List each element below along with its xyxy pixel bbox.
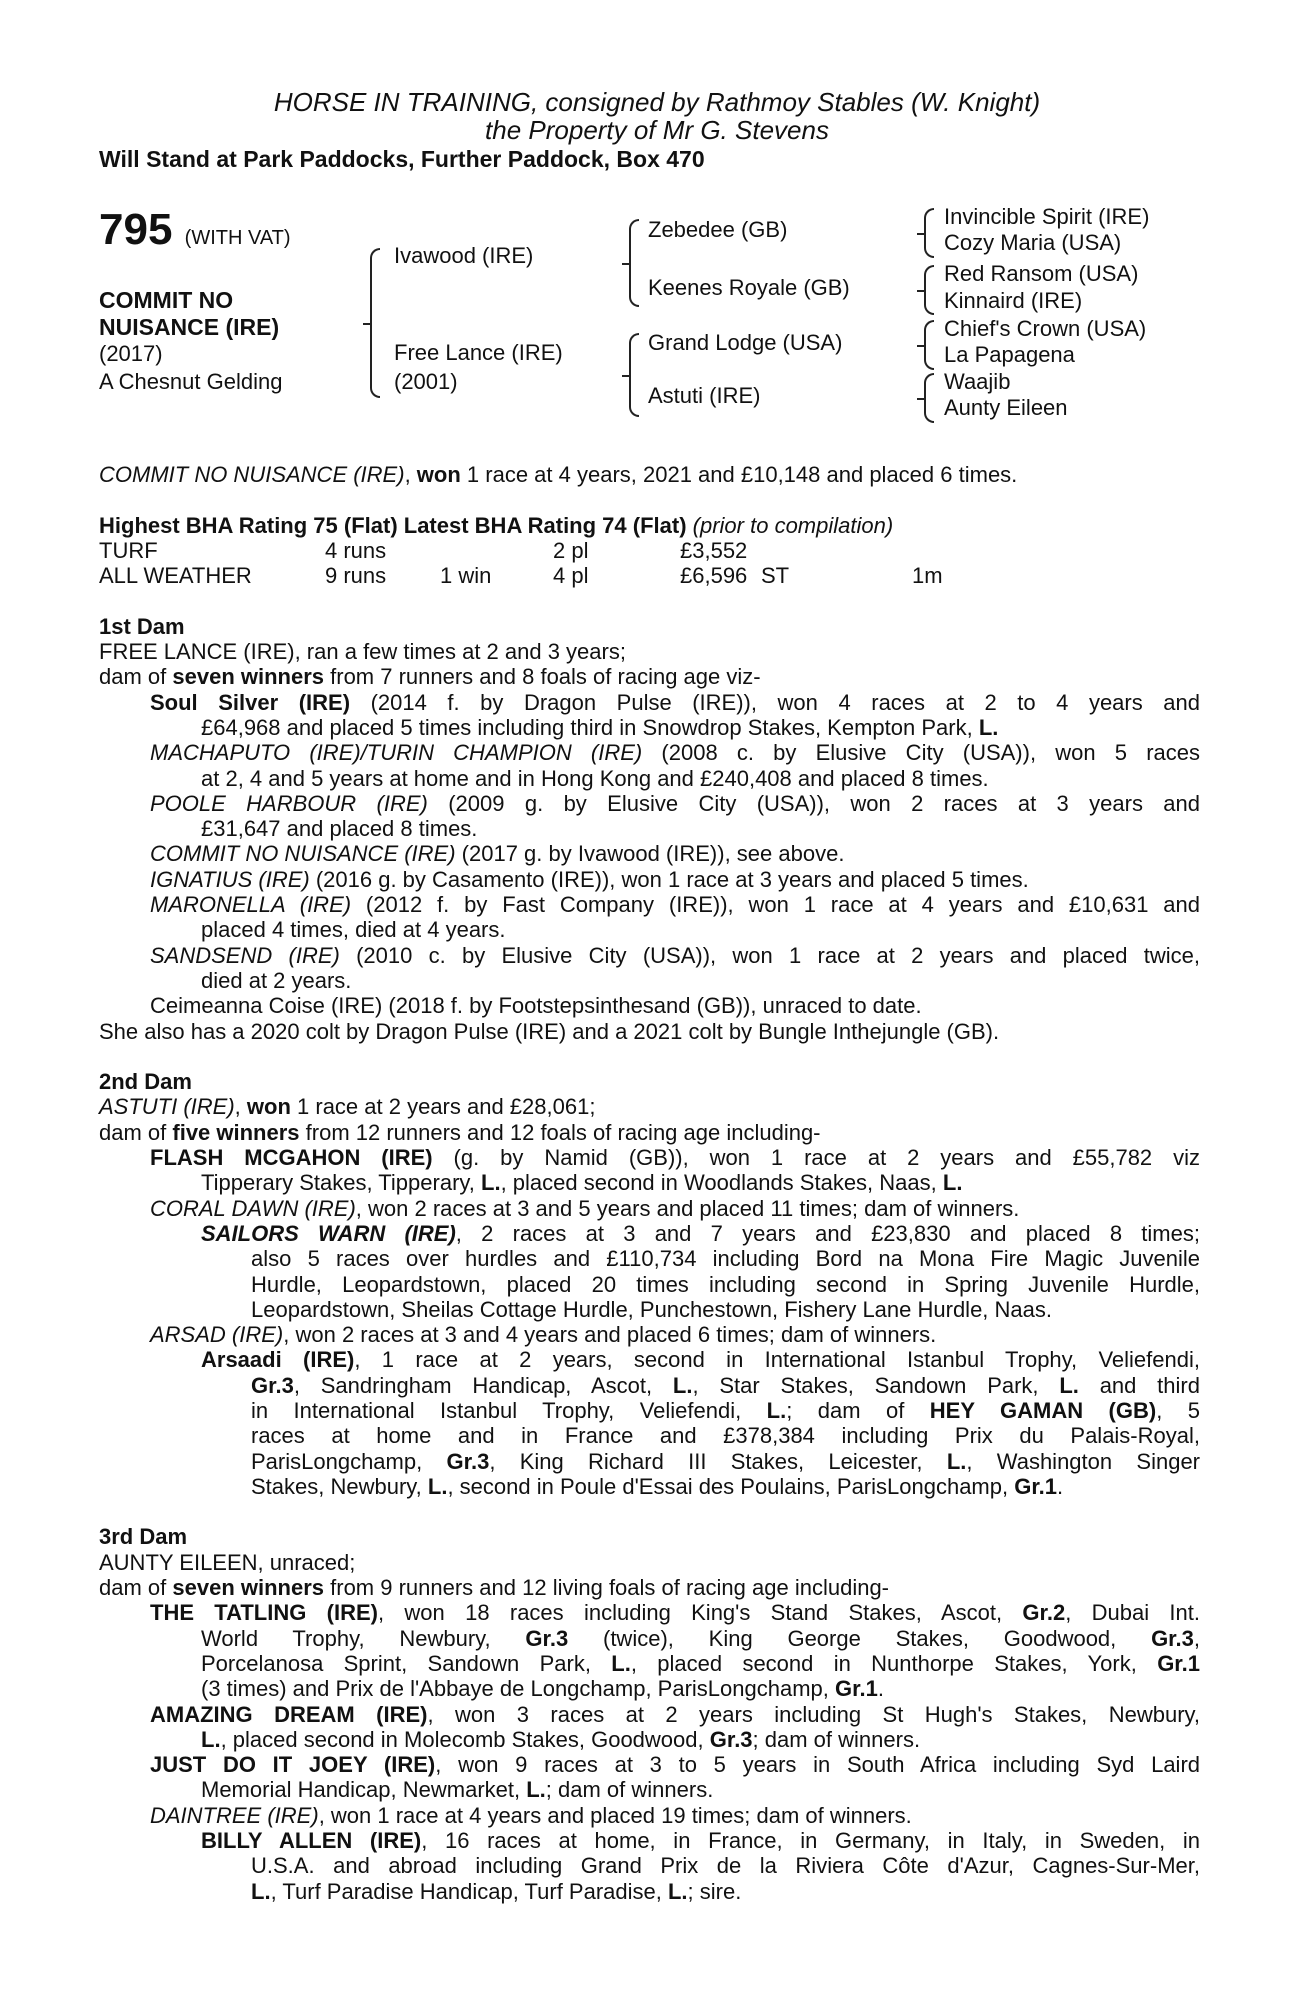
emphasis-run: L. xyxy=(942,1170,963,1196)
vat-note: (WITH VAT) xyxy=(184,227,291,249)
record-placed: 2 pl xyxy=(553,537,589,563)
emphasis-run: Arsaadi (IRE) xyxy=(201,1347,355,1373)
progeny-entry xyxy=(99,1094,1200,1119)
text-run: Porcelanosa Sprint, Sandown Park, xyxy=(201,1650,612,1676)
text-run: (2010 c. by Elusive City (USA)), won 1 race at 2 years and placed twice, xyxy=(339,942,1200,968)
emphasis-run: DAINTREE (IRE) xyxy=(150,1802,319,1828)
lot-number-value: 795 xyxy=(99,205,173,254)
text-run: World Trophy, Newbury, xyxy=(201,1625,526,1651)
emphasis-run: L. xyxy=(672,1372,693,1398)
text-run: , King Richard III Stakes, Leicester, xyxy=(489,1448,947,1474)
text-run: Tipperary Stakes, Tipperary, xyxy=(201,1170,481,1196)
text-run: FREE LANCE (IRE), ran a few times at 2 and 3 years; xyxy=(99,639,626,665)
pedigree-brace xyxy=(924,208,934,258)
record-surface: TURF xyxy=(99,537,158,563)
text-run: She also has a 2020 colt by Dragon Pulse (IRE) and a 2021 colt by Bungle Inthejungle (GB). xyxy=(99,1018,1000,1044)
race-summary xyxy=(99,462,1200,487)
horse-name-line2: NUISANCE (IRE) xyxy=(99,314,280,340)
progeny-entry xyxy=(99,1828,1200,1904)
emphasis-run: SAILORS WARN (IRE) xyxy=(201,1220,456,1246)
bha-ratings xyxy=(99,513,1200,538)
racing-record-row xyxy=(99,563,1200,588)
emphasis-run: THE TATLING (IRE) xyxy=(150,1600,378,1626)
pedigree-brace xyxy=(629,333,639,417)
text-run: (2008 c. by Elusive City (USA)), won 5 races xyxy=(642,740,1200,766)
progeny-entry xyxy=(99,1803,1200,1828)
emphasis-run: CORAL DAWN (IRE) xyxy=(150,1195,356,1221)
horse-name-line1: COMMIT NO xyxy=(99,287,234,313)
text-run: U.S.A. and abroad including Grand Prix de la Riviera Côte d'Azur, Cagnes-Sur-Mer, xyxy=(251,1853,1200,1879)
emphasis-run: L. xyxy=(611,1650,631,1676)
emphasis-run: BILLY ALLEN (IRE) xyxy=(201,1828,422,1854)
catalogue-body xyxy=(99,462,1200,1904)
emphasis-run: L. xyxy=(526,1777,546,1803)
record-wins: 1 win xyxy=(440,563,492,589)
text-run: (2012 f. by Fast Company (IRE)), won 1 race at 4 years and £10,631 and xyxy=(351,892,1200,918)
text-run: £31,647 and placed 8 times. xyxy=(201,816,478,842)
progeny-entry xyxy=(99,1550,1200,1575)
emphasis-run: seven winners xyxy=(172,664,325,690)
text-run: dam of xyxy=(99,1119,173,1145)
text-run: , Dubai Int. xyxy=(1065,1600,1200,1626)
text-run: , won 2 races at 3 and 5 years and placed 11 times; dam of winners. xyxy=(355,1195,1020,1221)
sire: Ivawood (IRE) xyxy=(394,243,534,268)
emphasis-run: Gr.1 xyxy=(1014,1473,1058,1499)
emphasis-run: Gr.1 xyxy=(835,1676,878,1702)
text-run: from 7 runners and 8 foals of racing age viz- xyxy=(324,664,761,690)
text-run: (2009 g. by Elusive City (USA)), won 2 races at 3 years and xyxy=(427,790,1200,816)
progeny-entry xyxy=(99,664,1200,689)
emphasis-run: MACHAPUTO (IRE)/TURIN CHAMPION (IRE) xyxy=(150,740,643,766)
text-run: dam of xyxy=(99,664,173,690)
text-run: , 2 races at 3 and 7 years and £23,830 and placed 8 times; xyxy=(455,1220,1200,1246)
dam-year: (2001) xyxy=(394,369,458,394)
text-run: (twice), King George Stakes, Goodwood, xyxy=(568,1625,1152,1651)
text-run: 1 race at 4 years, 2021 and £10,148 and placed 6 times. xyxy=(460,462,1018,487)
emphasis-run: HEY GAMAN (GB) xyxy=(929,1397,1157,1423)
great-grandparent: Cozy Maria (USA) xyxy=(944,230,1122,255)
text-run: dam of xyxy=(99,1575,173,1601)
emphasis-run: SANDSEND (IRE) xyxy=(150,942,340,968)
progeny-entry xyxy=(99,1575,1200,1600)
record-runs: 4 runs xyxy=(325,537,387,563)
great-grandparent: Waajib xyxy=(944,369,1011,394)
text-run: from 12 runners and 12 foals of racing age including- xyxy=(299,1119,821,1145)
consignment-title: HORSE IN TRAINING, consigned by Rathmoy Stables (W. Knight) xyxy=(273,87,1041,117)
emphasis-run: five winners xyxy=(172,1119,300,1145)
great-grandparent: Chief's Crown (USA) xyxy=(944,316,1147,341)
text-run: , second in Poule d'Essai des Poulains, ParisLongchamp, xyxy=(447,1473,1015,1499)
emphasis-run: Gr.3 xyxy=(525,1625,569,1651)
progeny-entry xyxy=(99,867,1200,892)
emphasis-run: Gr.3 xyxy=(446,1448,490,1474)
emphasis-run: Gr.3 xyxy=(1151,1625,1194,1651)
text-run: , won 9 races at 3 to 5 years in South Africa including Syd Laird xyxy=(435,1752,1200,1778)
emphasis-run: L. xyxy=(481,1170,501,1196)
bha-rating-text: Highest BHA Rating 75 (Flat) Latest BHA Rating 74 (Flat) xyxy=(99,512,687,538)
emphasis-run: L. xyxy=(201,1726,221,1752)
dam-heading: 1st Dam xyxy=(99,613,185,639)
great-grandparent: Kinnaird (IRE) xyxy=(944,288,1083,313)
emphasis-run: FLASH MCGAHON (IRE) xyxy=(150,1145,433,1171)
pedigree-brace xyxy=(924,373,934,423)
text-run: ; dam of winners. xyxy=(752,1726,921,1752)
emphasis-run: won xyxy=(246,1094,291,1120)
record-surface: ALL WEATHER xyxy=(99,563,252,589)
great-grandparent: Aunty Eileen xyxy=(944,395,1068,420)
emphasis-run: Gr.1 xyxy=(1157,1650,1200,1676)
text-run: Memorial Handicap, Newmarket, xyxy=(201,1777,527,1803)
rating-note: (prior to compilation) xyxy=(692,512,894,538)
emphasis-run: L. xyxy=(766,1397,787,1423)
emphasis-run: L. xyxy=(427,1473,448,1499)
emphasis-run: Gr.3 xyxy=(709,1726,753,1752)
text-run: . xyxy=(877,1676,884,1702)
text-run: placed 4 times, died at 4 years. xyxy=(201,917,506,943)
text-run: AUNTY EILEEN, unraced; xyxy=(99,1549,356,1575)
dam-heading: 2nd Dam xyxy=(99,1069,192,1095)
great-grandparent: Red Ransom (USA) xyxy=(944,261,1139,286)
emphasis-run: Gr.3 xyxy=(251,1372,294,1398)
progeny-entry xyxy=(99,740,1200,791)
text-run: Hurdle, Leopardstown, placed 20 times including second in Spring Juvenile Hurdle, xyxy=(251,1271,1200,1297)
text-run: , won 2 races at 3 and 4 years and placed 6 times; dam of winners. xyxy=(283,1322,937,1348)
emphasis-run: won xyxy=(416,462,461,487)
emphasis-run: AMAZING DREAM (IRE) xyxy=(150,1701,428,1727)
emphasis-run: L. xyxy=(946,1448,967,1474)
progeny-entry xyxy=(99,1752,1200,1803)
stand-location: Will Stand at Park Paddocks, Further Paddock, Box 470 xyxy=(99,146,705,172)
progeny-entry xyxy=(99,1600,1200,1701)
emphasis-run: POOLE HARBOUR (IRE) xyxy=(150,790,428,816)
record-prize: £6,596 xyxy=(680,563,748,589)
text-run: ParisLongchamp, xyxy=(251,1448,447,1474)
text-run: , placed second in Nunthorpe Stakes, York, xyxy=(630,1650,1158,1676)
emphasis-run: L. xyxy=(1059,1372,1079,1398)
pedigree-brace xyxy=(370,248,380,398)
horse-description: A Chesnut Gelding xyxy=(99,369,283,394)
text-run: 1 race at 2 years and £28,061; xyxy=(290,1094,596,1120)
great-grandparent: Invincible Spirit (IRE) xyxy=(944,204,1150,229)
emphasis-run: Gr.2 xyxy=(1022,1600,1066,1626)
progeny-entry xyxy=(99,1322,1200,1347)
granddam-maternal: Astuti (IRE) xyxy=(648,383,761,408)
progeny-entry xyxy=(99,993,1200,1018)
progeny-entry xyxy=(99,1019,1200,1044)
text-run: races at home and in France and £378,384 including Prix du Palais-Royal, xyxy=(251,1423,1200,1449)
foaling-year: (2017) xyxy=(99,341,163,366)
progeny-entry xyxy=(99,1145,1200,1196)
text-run: , 5 xyxy=(1156,1397,1200,1423)
grandsire-paternal: Zebedee (GB) xyxy=(648,217,788,242)
record-prize: £3,552 xyxy=(680,537,748,563)
text-run: Ceimeanna Coise (IRE) (2018 f. by Footstepsinthesand (GB)), unraced to date. xyxy=(150,993,922,1019)
text-run: (g. by Namid (GB)), won 1 race at 2 years and £55,782 viz xyxy=(432,1145,1200,1171)
emphasis-run: L. xyxy=(667,1878,688,1904)
text-run: from 9 runners and 12 living foals of racing age including- xyxy=(324,1575,890,1601)
text-run: died at 2 years. xyxy=(201,967,352,993)
text-run: (3 times) and Prix de l'Abbaye de Longchamp, ParisLongchamp, xyxy=(201,1676,835,1702)
progeny-entry xyxy=(99,841,1200,866)
text-run: (2014 f. by Dragon Pulse (IRE)), won 4 races at 2 to 4 years and xyxy=(350,689,1200,715)
great-grandparent: La Papagena xyxy=(944,342,1075,367)
progeny-entry xyxy=(99,892,1200,943)
text-run: , won 18 races including King's Stand Stakes, Ascot, xyxy=(378,1600,1023,1626)
text-run: , won 3 races at 2 years including St Hugh's Stakes, Newbury, xyxy=(427,1701,1200,1727)
progeny-entry xyxy=(99,791,1200,842)
emphasis-run: ARSAD (IRE) xyxy=(150,1322,284,1348)
text-run: , Turf Paradise Handicap, Turf Paradise, xyxy=(270,1878,668,1904)
emphasis-run: COMMIT NO NUISANCE (IRE) xyxy=(99,462,405,487)
record-distance: 1m xyxy=(912,563,943,589)
text-run: . xyxy=(1057,1473,1064,1499)
emphasis-run: JUST DO IT JOEY (IRE) xyxy=(150,1752,436,1778)
record-placed: 4 pl xyxy=(553,563,589,589)
property-owner: the Property of Mr G. Stevens xyxy=(485,115,829,145)
text-run: (2016 g. by Casamento (IRE)), won 1 race at 3 years and placed 5 times. xyxy=(309,866,1029,892)
text-run: also 5 races over hurdles and £110,734 including Bord na Mona Fire Magic Juvenile xyxy=(251,1246,1200,1272)
text-run: and third xyxy=(1078,1372,1200,1398)
emphasis-run: L. xyxy=(251,1878,271,1904)
text-run: £64,968 and placed 5 times including third in Snowdrop Stakes, Kempton Park, xyxy=(201,714,979,740)
pedigree-brace xyxy=(924,265,934,315)
racing-record-row xyxy=(99,538,1200,563)
pedigree-brace xyxy=(924,320,934,370)
text-run: Stakes, Newbury, xyxy=(251,1473,428,1499)
emphasis-run: L. xyxy=(978,714,999,740)
text-run: , 16 races at home, in France, in Germany, in Italy, in Sweden, in xyxy=(421,1828,1200,1854)
text-run: , placed second in Molecomb Stakes, Goodwood, xyxy=(220,1726,710,1752)
text-run: , xyxy=(404,462,417,487)
grandsire-maternal: Grand Lodge (USA) xyxy=(648,330,843,355)
granddam-paternal: Keenes Royale (GB) xyxy=(648,275,850,300)
progeny-entry xyxy=(99,1347,1200,1499)
progeny-entry xyxy=(99,1196,1200,1221)
pedigree-brace xyxy=(629,219,639,307)
record-runs: 9 runs xyxy=(325,563,387,589)
record-going: ST xyxy=(761,563,790,589)
emphasis-run: COMMIT NO NUISANCE (IRE) xyxy=(150,841,456,867)
progeny-entry xyxy=(99,1120,1200,1145)
progeny-entry xyxy=(99,1221,1200,1322)
text-run: ; dam of winners. xyxy=(545,1777,714,1803)
progeny-entry xyxy=(99,943,1200,994)
text-run: , won 1 race at 4 years and placed 19 times; dam of winners. xyxy=(318,1802,912,1828)
text-run: , placed second in Woodlands Stakes, Naas, xyxy=(500,1170,943,1196)
text-run: , xyxy=(1193,1625,1200,1651)
dam-heading: 3rd Dam xyxy=(99,1524,188,1550)
text-run: Leopardstown, Sheilas Cottage Hurdle, Punchestown, Fishery Lane Hurdle, Naas. xyxy=(251,1296,1053,1322)
progeny-entry xyxy=(99,690,1200,741)
text-run: ; dam of xyxy=(786,1397,930,1423)
text-run: in International Istanbul Trophy, Veliefendi, xyxy=(251,1397,767,1423)
text-run: at 2, 4 and 5 years at home and in Hong Kong and £240,408 and placed 8 times. xyxy=(201,765,989,791)
emphasis-run: Soul Silver (IRE) xyxy=(150,689,351,715)
text-run: , Sandringham Handicap, Ascot, xyxy=(293,1372,673,1398)
text-run: ; sire. xyxy=(687,1878,742,1904)
text-run: , 1 race at 2 years, second in International Istanbul Trophy, Veliefendi, xyxy=(354,1347,1200,1373)
text-run: , xyxy=(234,1094,247,1120)
text-run: , Washington Singer xyxy=(966,1448,1200,1474)
text-run: (2017 g. by Ivawood (IRE)), see above. xyxy=(455,841,845,867)
emphasis-run: ASTUTI (IRE) xyxy=(99,1094,235,1120)
lot-number xyxy=(99,205,291,263)
emphasis-run: MARONELLA (IRE) xyxy=(150,892,352,918)
text-run: , Star Stakes, Sandown Park, xyxy=(692,1372,1060,1398)
progeny-entry xyxy=(99,639,1200,664)
emphasis-run: IGNATIUS (IRE) xyxy=(150,866,310,892)
emphasis-run: seven winners xyxy=(172,1575,325,1601)
progeny-entry xyxy=(99,1702,1200,1753)
dam: Free Lance (IRE) xyxy=(394,340,563,365)
